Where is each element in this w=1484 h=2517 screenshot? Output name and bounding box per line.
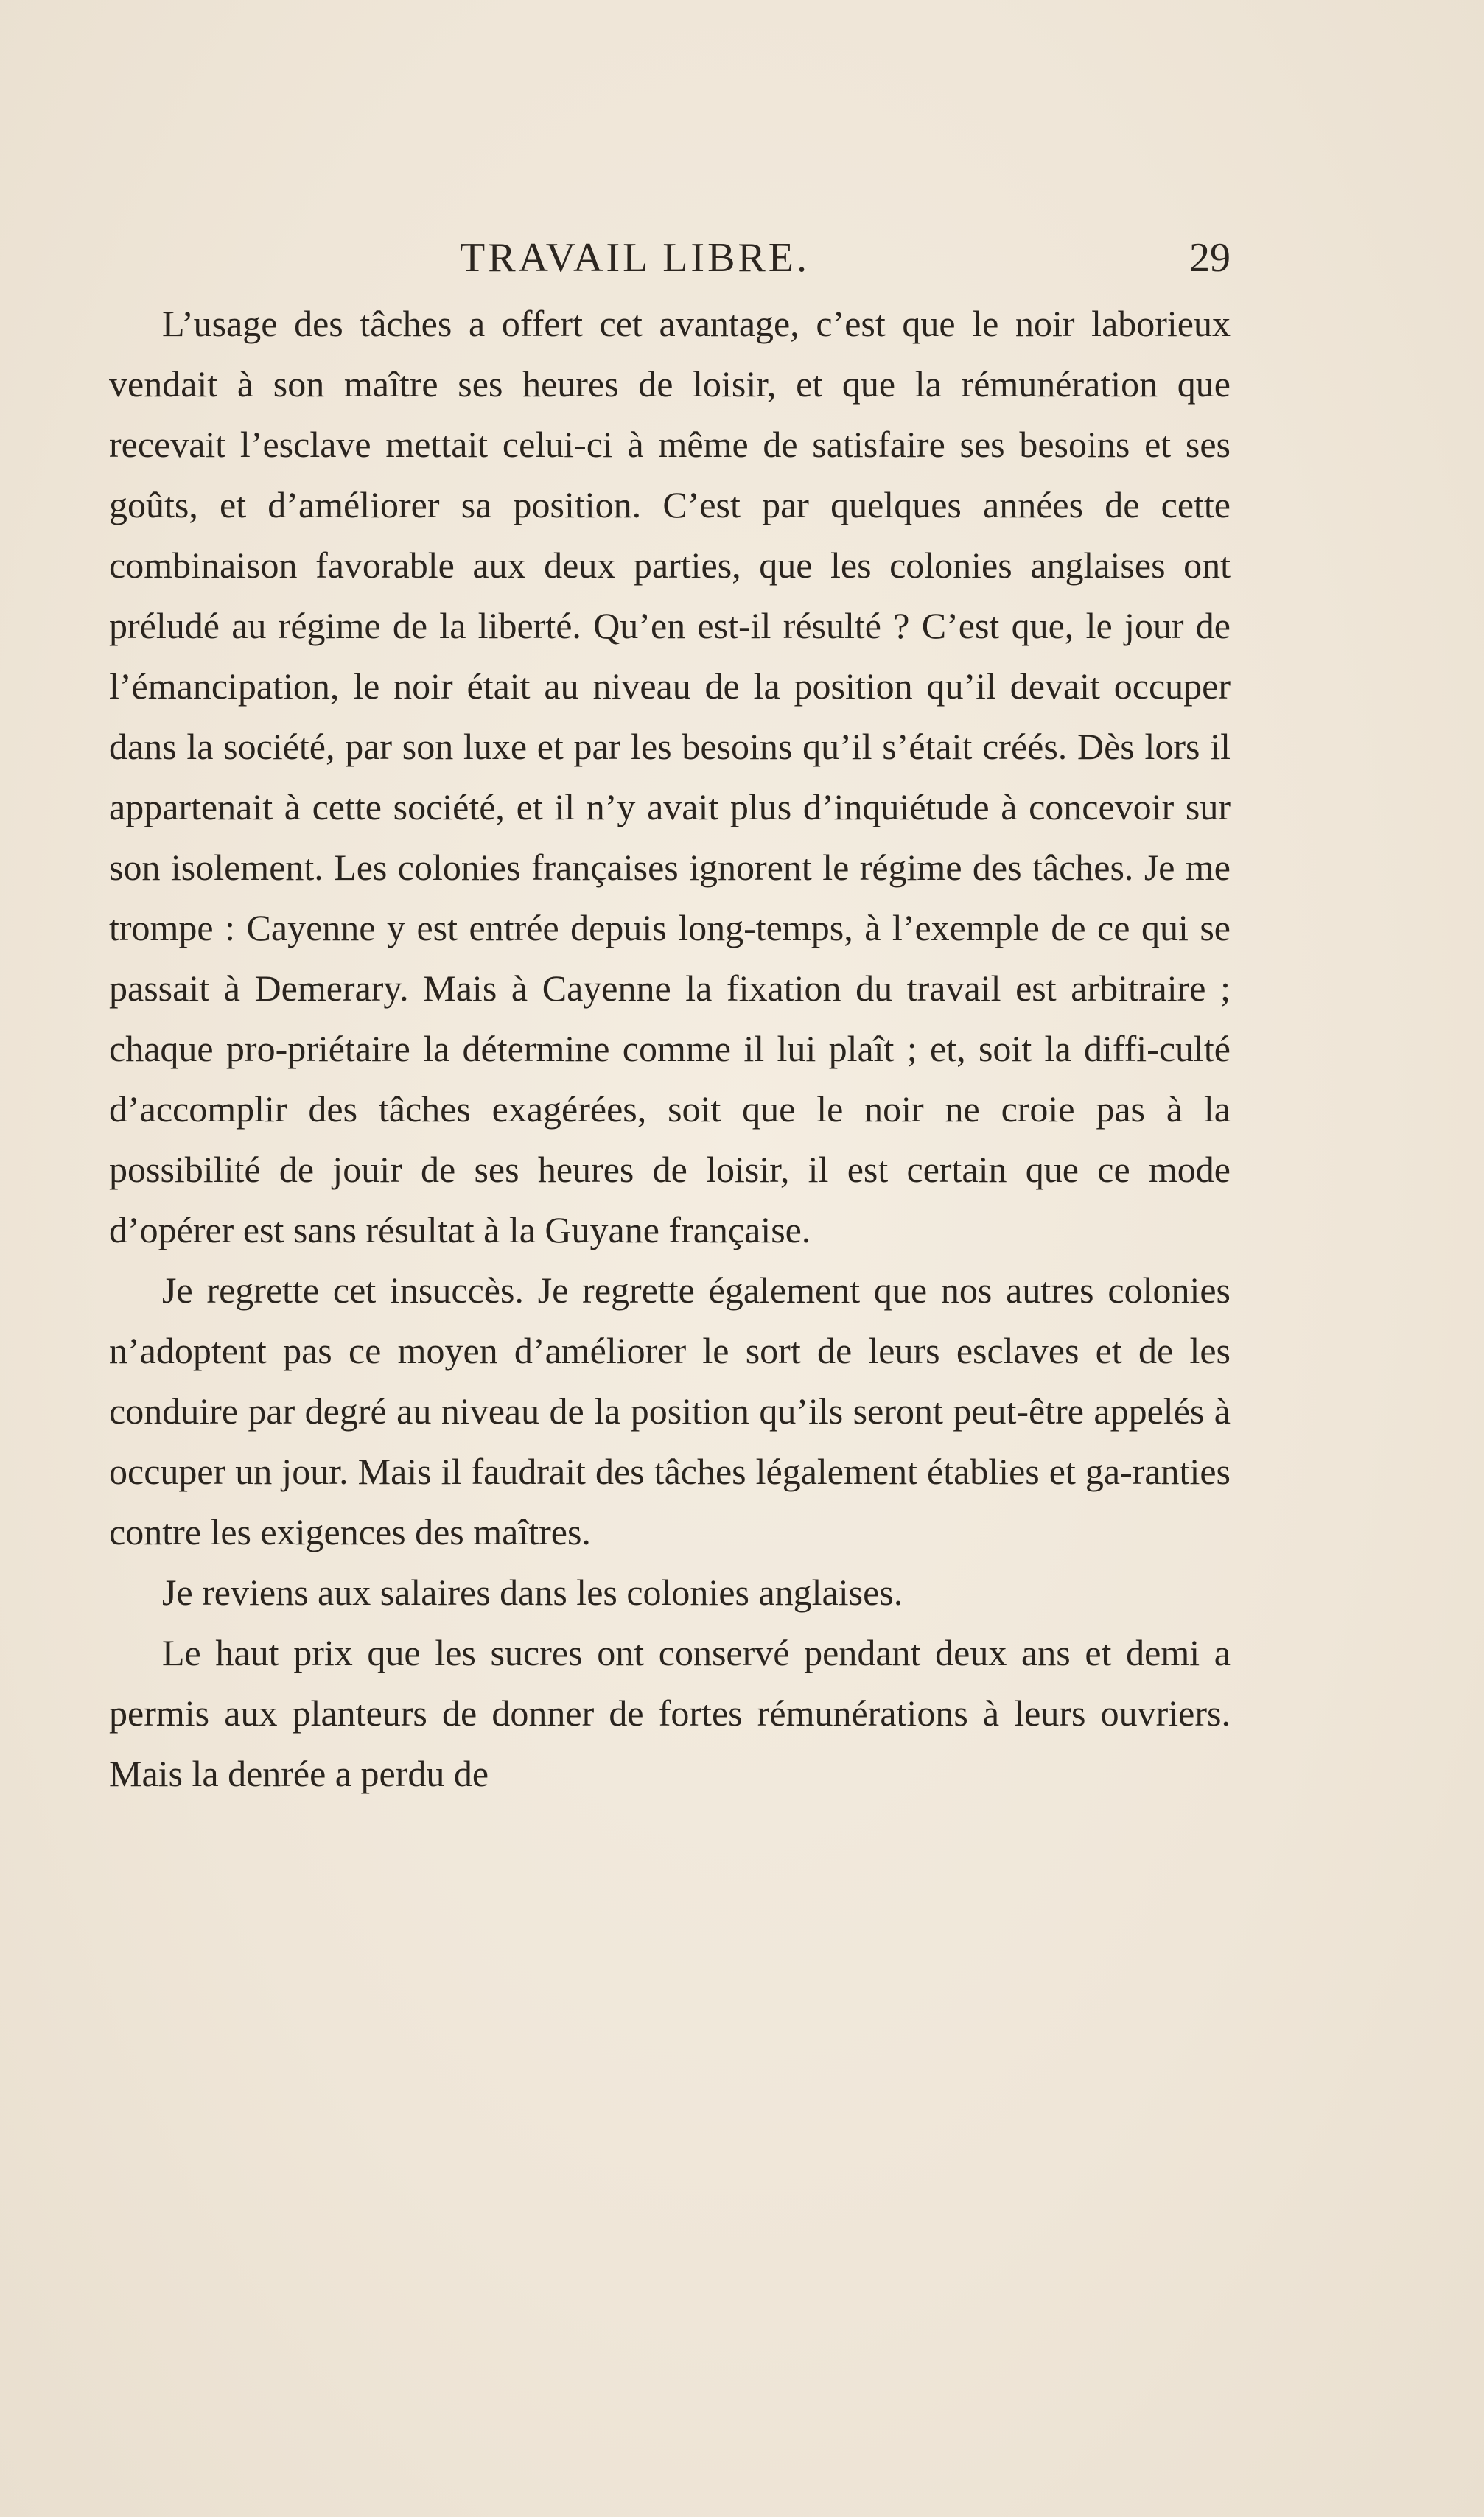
- paragraph: L’usage des tâches a offert cet avantage, c’est que le noir laborieux vendait à son maître ses heures de loisir, et que la rémunération que recevait l’esclave mettait celui-ci à même de satisfaire ses besoins et ses goûts, et d’améliorer sa position. C’est par quelques années de cette combinaison favorable aux deux parties, que les colonies anglaises ont préludé au régime de la liberté. Qu’en est-il résulté ? C’est que, le jour de l’émancipation, le noir était au niveau de la position qu’il devait occuper dans la société, par son luxe et par les besoins qu’il s’était créés. Dès lors il appartenait à cette société, et il n’y avait plus d’inquiétude à concevoir sur son isolement. Les colonies françaises ignorent le régime des tâches. Je me trompe : Cayenne y est entrée depuis long-temps, à l’exemple de ce qui se passait à Demerary. Mais à Cayenne la fixation du travail est arbitraire ; chaque pro-priétaire la détermine comme il lui plaît ; et, soit la diffi-culté d’accomplir des tâches exagérées, soit que le noir ne croie pas à la possibilité de jouir de ses heures de loisir, il est certain que ce mode d’opérer est sans résultat à la Guyane française.: [109, 303, 1231, 1250]
- paragraph: Je reviens aux salaires dans les colonies anglaises.: [162, 1572, 903, 1613]
- running-title: TRAVAIL LIBRE.: [460, 235, 810, 281]
- running-head: [109, 234, 1231, 293]
- paragraph: Le haut prix que les sucres ont conservé pendant deux ans et demi a permis aux planteurs de donner de fortes rémunérations à leurs ouvriers. Mais la denrée a perdu de: [109, 1632, 1231, 1794]
- page-number: 29: [1189, 235, 1231, 281]
- body-text: [109, 293, 1231, 1804]
- paragraph: Je regrette cet insuccès. Je regrette également que nos autres colonies n’adoptent pas ce moyen d’améliorer le sort de leurs esclaves et de les conduire par degré au niveau de la position qu’ils seront peut-être appelés à occuper un jour. Mais il faudrait des tâches légalement établies et ga-ranties contre les exigences des maîtres.: [109, 1270, 1231, 1552]
